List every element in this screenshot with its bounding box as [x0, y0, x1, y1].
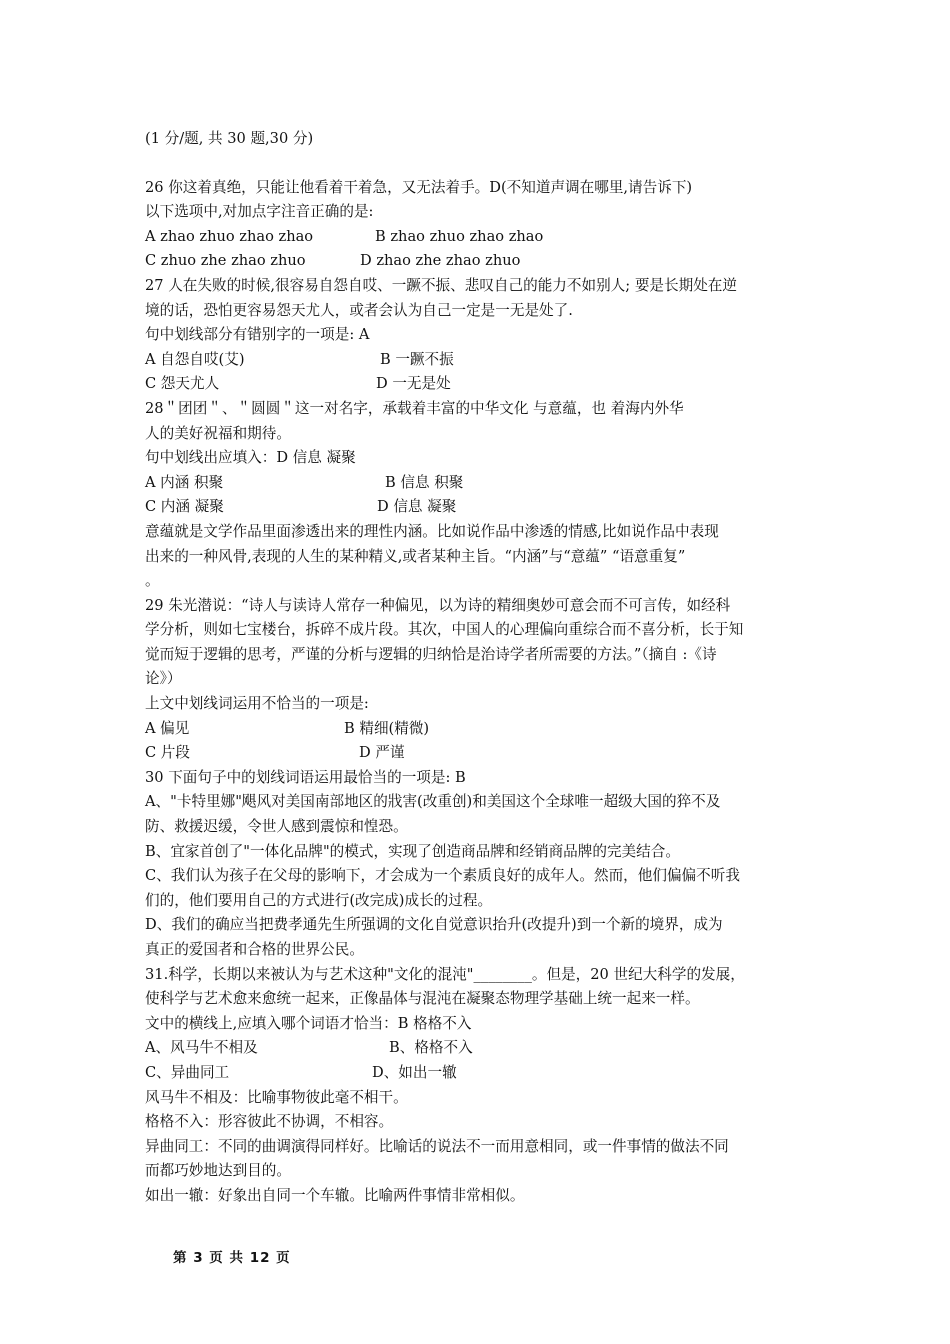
- q27-prompt: 句中划线部分有错别字的一项是: A: [145, 326, 370, 344]
- q29-option-b: B 精细(精微): [344, 719, 430, 737]
- section-note: (1 分/题, 共 30 题,30 分): [145, 130, 314, 147]
- spacer: [145, 152, 810, 176]
- q29-option-c: C 片段: [145, 744, 190, 762]
- q28-note-line-2: 出来的一种风骨,表现的人生的某种精义,或者某种主旨。“内涵”与“意蕴” “语意重复”: [145, 547, 686, 565]
- q30-option-a-line-2: 防、救援迟缓，令世人感到震惊和惶恐。: [145, 818, 408, 836]
- q30-stem: 30 下面句子中的划线词语运用最恰当的一项是: B: [145, 768, 466, 786]
- q26-option-c: C zhuo zhe zhao zhuo: [145, 252, 306, 270]
- q26-options-row-1: [145, 225, 810, 250]
- q31-definition-1: 风马牛不相及：比喻事物彼此毫不相干。: [145, 1088, 408, 1106]
- q26-options-row-2: [145, 249, 810, 274]
- q31-option-b: B、格格不入: [389, 1039, 473, 1057]
- q27-option-c: C 怨天尤人: [145, 375, 220, 393]
- q31-prompt: 文中的横线上,应填入哪个词语才恰当：B 格格不入: [145, 1014, 472, 1032]
- q28-options-row-2: [145, 495, 810, 520]
- q28-stem-line-1: 28＂团团＂、＂圆圆＂这一对名字，承载着丰富的中华文化 与意蕴，也 着海内外华: [145, 399, 684, 417]
- q29-stem-line-3: 觉而短于逻辑的思考，严谨的分析与逻辑的归纳恰是治诗学者所需要的方法。”（摘自 :《诗: [145, 645, 717, 663]
- q31-stem-line-2: 使科学与艺术愈来愈统一起来，正像晶体与混沌在凝聚态物理学基础上统一起来一样。: [145, 990, 700, 1008]
- q31-definition-2: 格格不入：形容彼此不协调，不相容。: [145, 1113, 394, 1131]
- q30-option-c-line-1: C、我们认为孩子在父母的影响下，才会成为一个素质良好的成年人。然而，他们偏偏不听我: [145, 867, 740, 885]
- q29-stem-line-1: 29 朱光潜说：“诗人与读诗人常存一种偏见，以为诗的精细奥妙可意会而不可言传，如经科: [145, 596, 731, 614]
- q26-stem: 26 你这着真绝，只能让他看着干着急，又无法着手。D(不知道声调在哪里,请告诉下): [145, 178, 693, 196]
- document-body: [145, 127, 810, 1209]
- q29-options-row-1: [145, 717, 810, 742]
- q31-definition-4: 如出一辙：好象出自同一个车辙。比喻两件事情非常相似。: [145, 1186, 525, 1204]
- q31-definition-3-line-2: 而都巧妙地达到目的。: [145, 1162, 291, 1180]
- q27-option-d: D 一无是处: [376, 375, 451, 393]
- q31-option-c: C、异曲同工: [145, 1063, 230, 1081]
- q28-options-row-1: [145, 471, 810, 496]
- q31-options-row-1: [145, 1036, 810, 1061]
- q30-option-a-line-1: A、"卡特里娜"飓风对美国南部地区的戕害(改重创)和美国这个全球唯一超级大国的猝不及: [145, 793, 721, 811]
- q29-prompt: 上文中划线词运用不恰当的一项是:: [145, 695, 369, 713]
- q26-option-b: B zhao zhuo zhao zhao: [375, 227, 544, 245]
- q27-option-a: A 自怨自哎(艾): [145, 350, 245, 368]
- q27-options-row-1: [145, 348, 810, 373]
- q31-option-d: D、如出一辙: [372, 1063, 457, 1081]
- q31-definition-3-line-1: 异曲同工：不同的曲调演得同样好。比喻话的说法不一而用意相同，或一件事情的做法不同: [145, 1137, 729, 1155]
- q27-options-row-2: [145, 372, 810, 397]
- q31-stem-line-1: 31.科学，长期以来被认为与艺术这种"文化的混沌"________。但是，20 世纪大科学的发展，: [145, 965, 745, 983]
- q28-option-d: D 信息 凝聚: [377, 498, 457, 516]
- q29-options-row-2: [145, 741, 810, 766]
- q28-option-a: A 内涵 积聚: [145, 473, 224, 491]
- q26-prompt: 以下选项中,对加点字注音正确的是:: [145, 203, 374, 221]
- q28-note-line-1: 意蕴就是文学作品里面渗透出来的理性内涵。比如说作品中渗透的情感,比如说作品中表现: [145, 522, 719, 540]
- q30-option-d-line-2: 真正的爱国者和合格的世界公民。: [145, 941, 364, 958]
- q27-stem-line-1: 27 人在失败的时候,很容易自怨自哎、一蹶不振、悲叹自己的能力不如别人; 要是长期处在逆: [145, 276, 737, 294]
- q28-stem-line-2: 人的美好祝福和期待。: [145, 424, 291, 442]
- q30-option-c-line-2: 们的，他们要用自己的方式进行(改完成)成长的过程。: [145, 891, 493, 909]
- q29-stem-line-4: 论》）: [145, 670, 182, 688]
- q26-option-a: A zhao zhuo zhao zhao: [145, 227, 314, 245]
- q30-option-b: B、宜家首创了"一体化品牌"的模式，实现了创造商品牌和经销商品牌的完美结合。: [145, 842, 680, 860]
- q29-stem-line-2: 学分析，则如七宝楼台，拆碎不成片段。其次，中国人的心理偏向重综合而不喜分析，长于知: [145, 621, 744, 639]
- q31-options-row-2: [145, 1061, 810, 1086]
- q27-stem-line-2: 境的话，恐怕更容易怨天尤人，或者会认为自己一定是一无是处了.: [145, 301, 573, 319]
- q26-option-d: D zhao zhe zhao zhuo: [360, 252, 521, 270]
- q28-note-line-3: 。: [145, 572, 160, 590]
- q29-option-a: A 偏见: [145, 719, 190, 737]
- q29-option-d: D 严谨: [359, 744, 405, 762]
- q28-option-c: C 内涵 凝聚: [145, 498, 224, 516]
- q27-option-b: B 一蹶不振: [380, 350, 454, 368]
- page-number-footer: 第 3 页 共 12 页: [173, 1250, 291, 1266]
- q28-prompt: 句中划线出应填入：D 信息 凝聚: [145, 449, 356, 467]
- q30-option-d-line-1: D、我们的确应当把费孝通先生所强调的文化自觉意识抬升(改提升)到一个新的境界，成为: [145, 916, 723, 934]
- q28-option-b: B 信息 积聚: [385, 473, 464, 491]
- q31-option-a: A、风马牛不相及: [145, 1039, 258, 1057]
